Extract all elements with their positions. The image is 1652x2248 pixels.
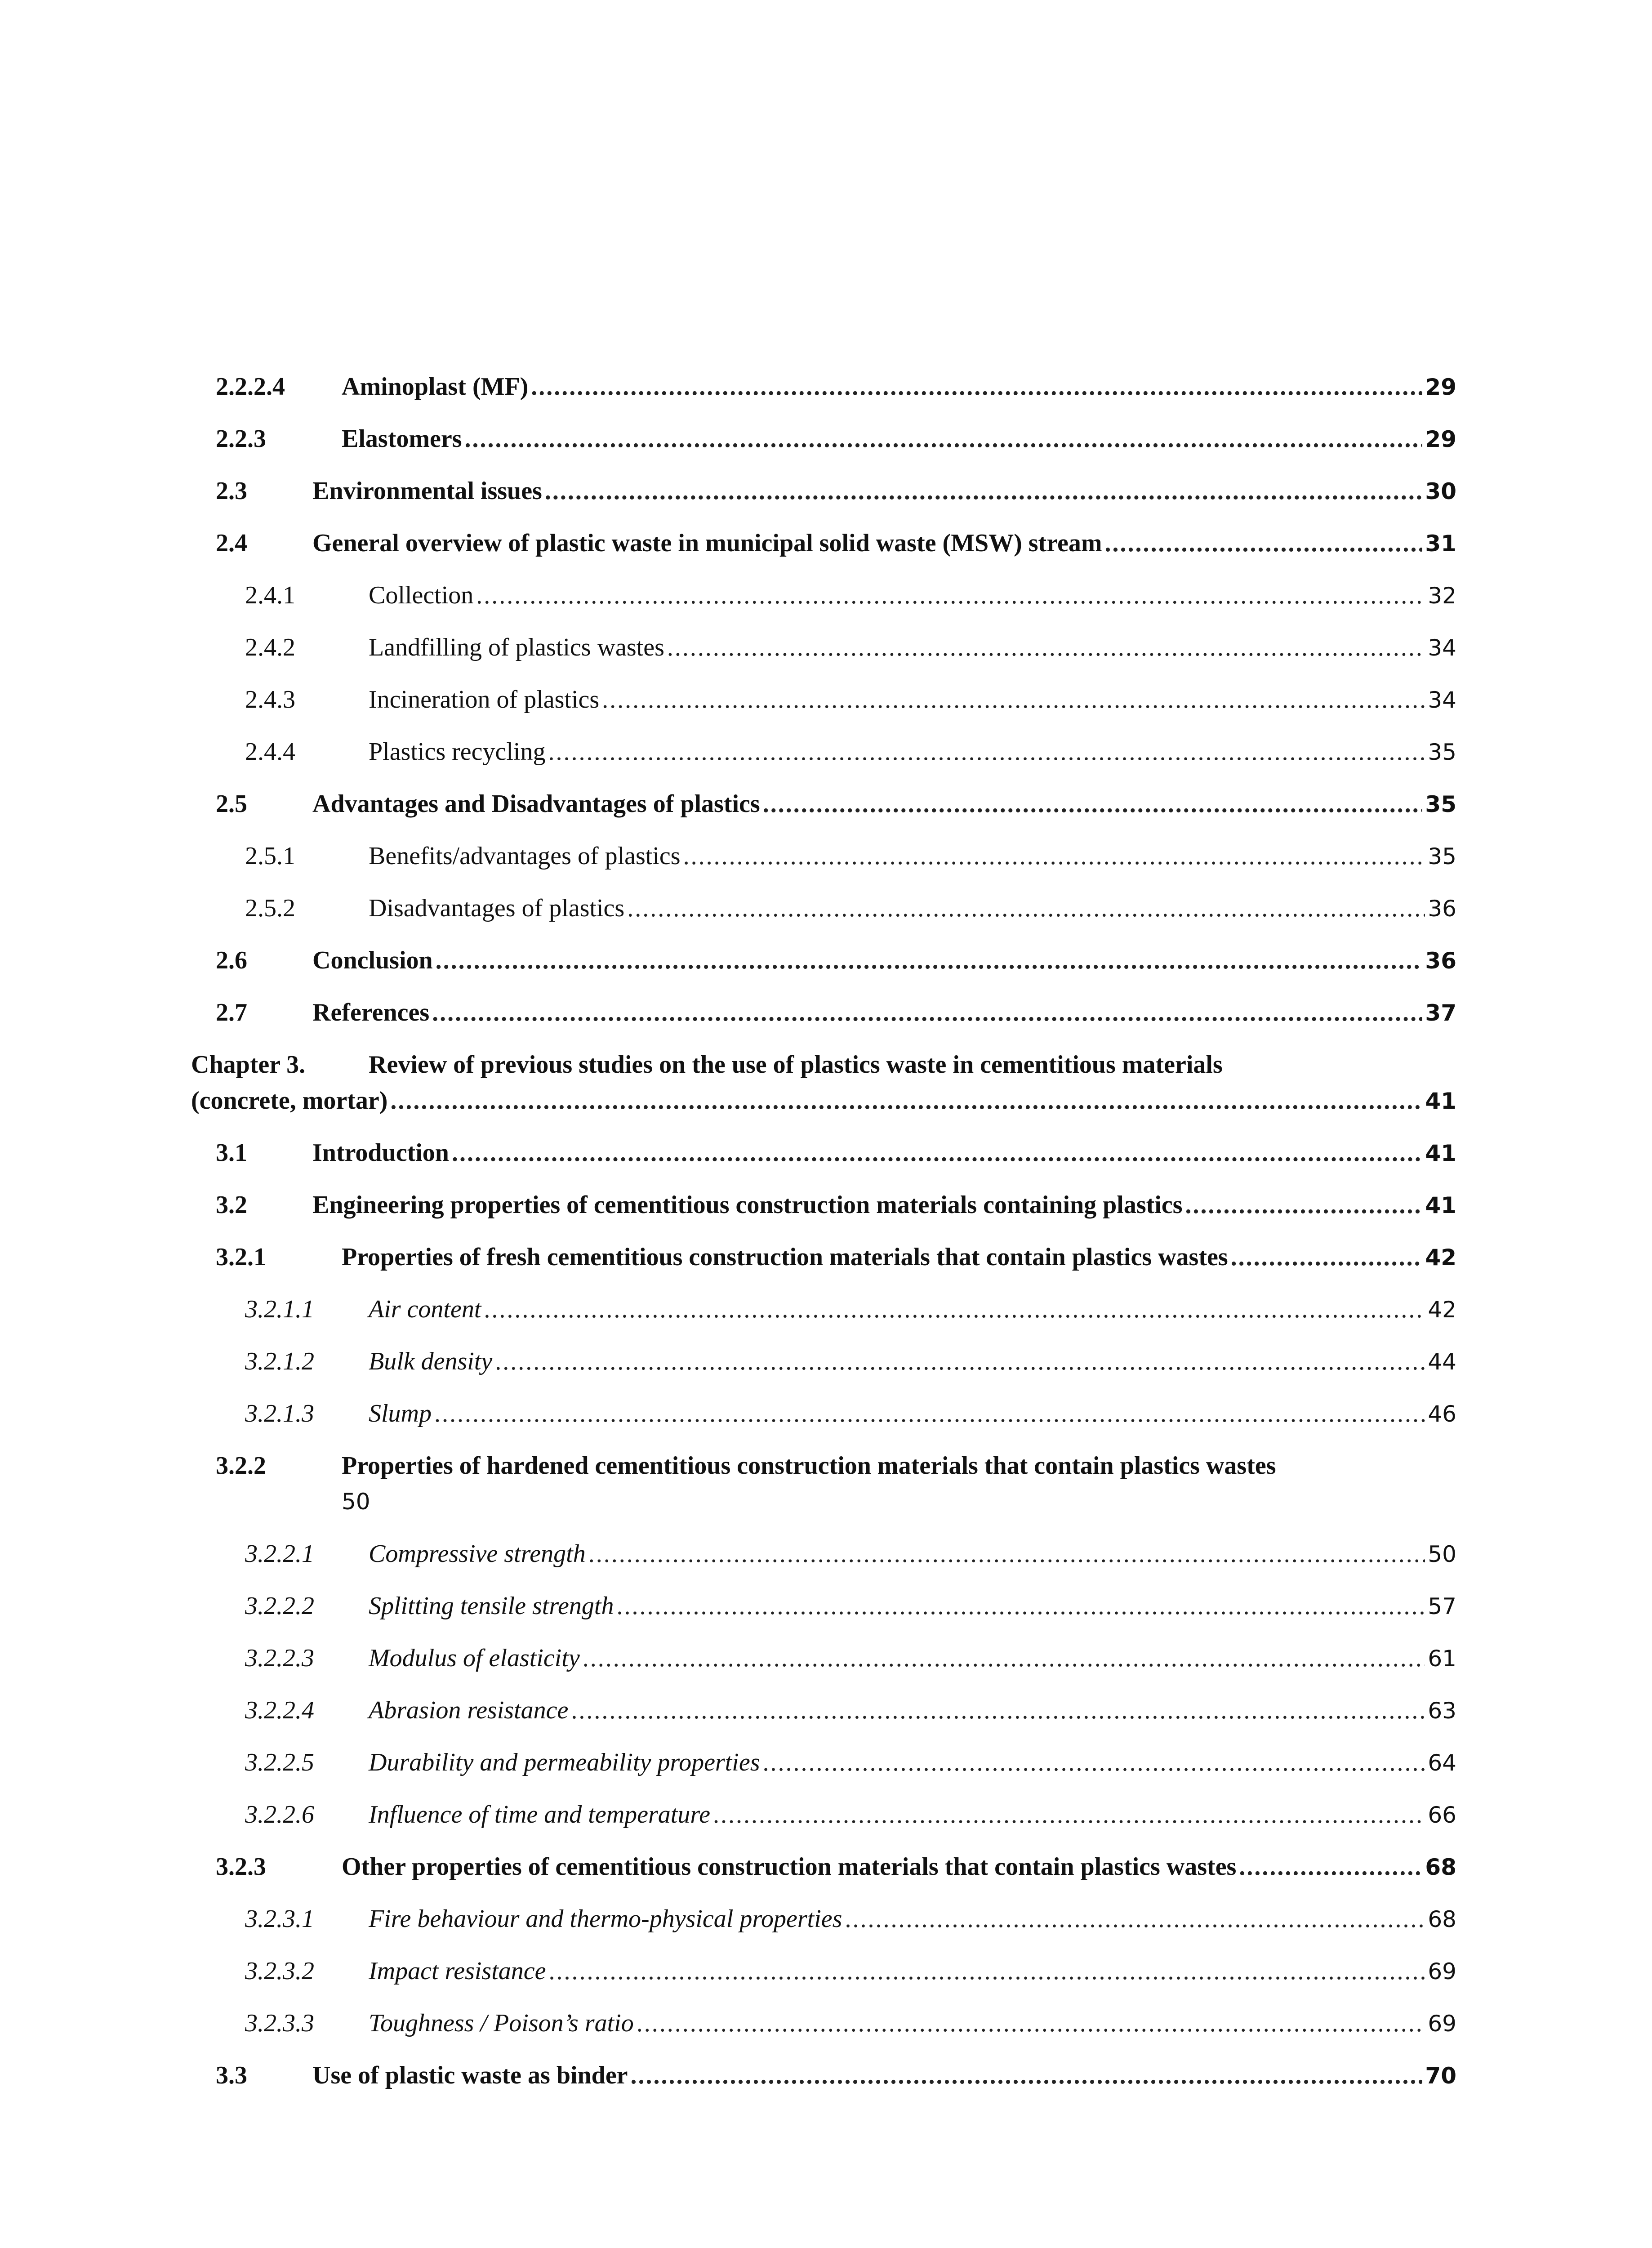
toc-entry[interactable] (245, 1692, 1456, 1728)
dot-leader (476, 577, 1425, 613)
toc-entry[interactable] (245, 1953, 1456, 1989)
toc-entry-title: Abrasion resistance (369, 1696, 569, 1724)
toc-entry-page: 34 (1428, 687, 1456, 713)
toc-chapter-heading[interactable] (191, 1047, 1223, 1083)
toc-entry-number: 3.2 (216, 1191, 247, 1219)
toc-entry-page: 32 (1428, 583, 1456, 609)
toc-entry-title: Disadvantages of plastics (369, 894, 625, 922)
toc-entry[interactable] (216, 1448, 1456, 1484)
toc-entry-page: 42 (1428, 1297, 1456, 1323)
dot-leader (637, 2005, 1425, 2041)
toc-entry-page: 69 (1428, 2011, 1456, 2037)
toc-entry-page: 30 (1425, 478, 1456, 504)
toc-entry-number: 2.5 (216, 790, 247, 818)
toc-entry[interactable] (245, 1396, 1456, 1432)
toc-entry[interactable] (245, 1588, 1456, 1624)
toc-entry[interactable] (245, 577, 1456, 613)
toc-entry-page: 66 (1428, 1802, 1456, 1828)
toc-entry-number: 3.2.2.6 (245, 1801, 314, 1829)
toc-entry-number: 3.2.3.3 (245, 2009, 314, 2037)
toc-entry-page: 35 (1428, 739, 1456, 765)
toc-entry-number: 3.2.2.4 (245, 1696, 314, 1724)
dot-leader (616, 1588, 1425, 1624)
toc-entry-number: 3.2.1.1 (245, 1295, 314, 1323)
dot-leader (1231, 1239, 1423, 1275)
toc-entry-title: Bulk density (369, 1347, 493, 1375)
toc-entry-title: Modulus of elasticity (369, 1644, 580, 1672)
dot-leader (627, 890, 1425, 926)
toc-entry-number: 2.2.2.4 (216, 373, 285, 401)
dot-leader (583, 1640, 1425, 1676)
dot-leader (571, 1692, 1425, 1728)
toc-entry[interactable] (216, 2057, 1456, 2093)
toc-entry-title: Environmental issues (312, 477, 542, 505)
toc-entry-number: 2.2.3 (216, 425, 266, 453)
dot-leader (545, 473, 1423, 509)
toc-entry-title: Plastics recycling (369, 738, 546, 766)
dot-leader (434, 1396, 1425, 1432)
toc-entry[interactable] (216, 786, 1456, 822)
toc-entry-number: 3.2.3 (216, 1853, 266, 1881)
toc-entry[interactable] (245, 1640, 1456, 1676)
dot-leader (436, 942, 1423, 978)
toc-entry[interactable] (245, 734, 1456, 770)
toc-entry-number: 3.2.3.2 (245, 1957, 314, 1985)
toc-entry-title: References (312, 999, 430, 1026)
toc-entry[interactable] (216, 1135, 1456, 1171)
toc-entry-number: 3.2.2.5 (245, 1748, 314, 1776)
toc-entry[interactable] (216, 421, 1456, 457)
toc-entry-page: 29 (1425, 426, 1456, 452)
toc-entry-title: Splitting tensile strength (369, 1592, 614, 1620)
toc-entry-title-continuation: (concrete, mortar) (191, 1087, 388, 1115)
toc-entry-title: Influence of time and temperature (369, 1801, 710, 1829)
toc-entry-page: 63 (1428, 1698, 1456, 1724)
toc-entry[interactable] (245, 1744, 1456, 1780)
dot-leader (1105, 525, 1423, 561)
toc-entry-title: Elastomers (342, 425, 462, 453)
dot-leader (549, 1953, 1425, 1989)
dot-leader (495, 1343, 1425, 1379)
toc-entry-number: 3.2.1.3 (245, 1400, 314, 1427)
toc-entry-title: Benefits/advantages of plastics (369, 842, 681, 870)
toc-entry-number: Chapter 3. (191, 1051, 306, 1079)
toc-entry-number: 3.2.1.2 (245, 1347, 314, 1375)
toc-entry[interactable] (216, 1849, 1456, 1885)
toc-entry[interactable] (216, 942, 1456, 978)
dot-leader (631, 2057, 1423, 2093)
toc-entry-number: 2.5.2 (245, 894, 295, 922)
toc-entry-title: Properties of hardened cementitious construction materials that contain plastics wastes (342, 1452, 1276, 1480)
toc-entry-page: 68 (1425, 1854, 1456, 1880)
dot-leader (390, 1083, 1422, 1119)
toc-entry-number: 2.4 (216, 529, 247, 557)
dot-leader (845, 1901, 1425, 1937)
toc-entry-title: Fire behaviour and thermo-physical properties (369, 1905, 842, 1933)
toc-entry-title: Durability and permeability properties (369, 1748, 760, 1776)
toc-entry-number: 2.4.1 (245, 581, 295, 609)
toc-entry-title: Aminoplast (MF) (342, 373, 529, 401)
toc-entry-title: Air content (369, 1295, 481, 1323)
toc-entry-number: 2.5.1 (245, 842, 295, 870)
toc-entry-page: 41 (1425, 1088, 1456, 1114)
toc-entry-page: 35 (1428, 843, 1456, 870)
toc-entry[interactable] (216, 525, 1456, 561)
toc-entry-title: Incineration of plastics (369, 686, 600, 714)
toc-entry[interactable] (245, 1797, 1456, 1833)
toc-entry[interactable] (245, 1343, 1456, 1379)
toc-entry-page: 29 (1425, 374, 1456, 400)
toc-entry-title: Toughness / Poison’s ratio (369, 2009, 634, 2037)
toc-entry-page: 50 (342, 1489, 370, 1515)
toc-entry-page: 34 (1428, 635, 1456, 661)
toc-entry[interactable] (216, 1187, 1456, 1223)
toc-entry-title: Properties of fresh cementitious construction materials that contain plastics wastes (342, 1243, 1228, 1271)
dot-leader (602, 682, 1425, 718)
dot-leader (683, 838, 1425, 874)
toc-entry-page: 61 (1428, 1646, 1456, 1672)
dot-leader (763, 786, 1423, 822)
dot-leader (484, 1291, 1425, 1327)
toc-entry-number: 2.6 (216, 946, 247, 974)
toc-entry-number: 3.2.2.2 (245, 1592, 314, 1620)
toc-entry-page: 57 (1428, 1593, 1456, 1619)
dot-leader (1185, 1187, 1423, 1223)
toc-entry-number: 2.4.4 (245, 738, 295, 766)
toc-entry-number: 2.3 (216, 477, 247, 505)
toc-entry-page: 42 (1425, 1244, 1456, 1271)
toc-entry[interactable] (245, 1291, 1456, 1327)
toc-entry-page: 64 (1428, 1750, 1456, 1776)
toc-entry-title: Landfilling of plastics wastes (369, 633, 664, 661)
toc-entry-page: 41 (1425, 1192, 1456, 1218)
toc-entry-page: 69 (1428, 1958, 1456, 1985)
toc-entry-number: 3.2.2.1 (245, 1540, 314, 1568)
dot-leader (432, 995, 1422, 1030)
dot-leader (465, 421, 1423, 457)
toc-entry[interactable] (245, 838, 1456, 874)
toc-entry-number: 2.4.2 (245, 633, 295, 661)
toc-entry-title: Use of plastic waste as binder (312, 2061, 628, 2089)
toc-entry-page: 46 (1428, 1401, 1456, 1427)
dot-leader (1239, 1849, 1422, 1885)
toc-entry-title: Conclusion (312, 946, 433, 974)
toc-entry-number: 3.2.2.3 (245, 1644, 314, 1672)
dot-leader (588, 1536, 1425, 1572)
toc-entry-title: Slump (369, 1400, 432, 1427)
toc-entry-continuation[interactable] (191, 1083, 1456, 1119)
dot-leader (713, 1797, 1425, 1833)
toc-entry-page: 31 (1425, 531, 1456, 557)
toc-entry-number: 3.3 (216, 2061, 247, 2089)
dot-leader (548, 734, 1425, 770)
toc-entry-page: 37 (1425, 1000, 1456, 1026)
toc-entry-title: Impact resistance (369, 1957, 546, 1985)
toc-entry-page: 68 (1428, 1906, 1456, 1932)
toc-entry[interactable] (245, 1901, 1456, 1937)
dot-leader (531, 369, 1422, 405)
toc-entry-page: 41 (1425, 1140, 1456, 1166)
dot-leader (452, 1135, 1422, 1171)
toc-entry-page: 36 (1428, 896, 1456, 922)
toc-entry-page: 70 (1425, 2063, 1456, 2089)
toc-entry[interactable] (216, 995, 1456, 1030)
toc-entry-number: 3.2.3.1 (245, 1905, 314, 1933)
toc-entry[interactable] (245, 1536, 1456, 1572)
toc-entry-number: 2.7 (216, 999, 247, 1026)
toc-entry-number: 3.2.2 (216, 1452, 266, 1480)
toc-entry[interactable] (245, 890, 1456, 926)
toc-entry-page: 50 (1428, 1541, 1456, 1567)
toc-entry[interactable] (245, 682, 1456, 718)
toc-entry-title: Collection (369, 581, 474, 609)
toc-entry-title: Engineering properties of cementitious construction materials containing plastics (312, 1191, 1183, 1219)
toc-entry-page: 35 (1425, 791, 1456, 817)
toc-entry-page: 44 (1428, 1349, 1456, 1375)
toc-entry-title: Other properties of cementitious construction materials that contain plastics wastes (342, 1853, 1237, 1881)
toc-entry[interactable] (216, 369, 1456, 405)
toc-entry-number: 3.1 (216, 1139, 247, 1167)
dot-leader (763, 1744, 1425, 1780)
toc-entry[interactable] (245, 629, 1456, 665)
toc-entry[interactable] (216, 1239, 1456, 1275)
toc-entry[interactable] (216, 473, 1456, 509)
toc-entry-title: Review of previous studies on the use of plastics waste in cementitious materials (369, 1051, 1223, 1079)
dot-leader (667, 629, 1425, 665)
toc-entry-page: 36 (1425, 948, 1456, 974)
toc-entry-title: Advantages and Disadvantages of plastics (312, 790, 760, 818)
toc-entry-title: Compressive strength (369, 1540, 586, 1568)
toc-entry-number: 2.4.3 (245, 686, 295, 714)
toc-entry-number: 3.2.1 (216, 1243, 266, 1271)
toc-entry-title: General overview of plastic waste in municipal solid waste (MSW) stream (312, 529, 1102, 557)
toc-entry[interactable] (245, 2005, 1456, 2041)
toc-entry-title: Introduction (312, 1139, 449, 1167)
